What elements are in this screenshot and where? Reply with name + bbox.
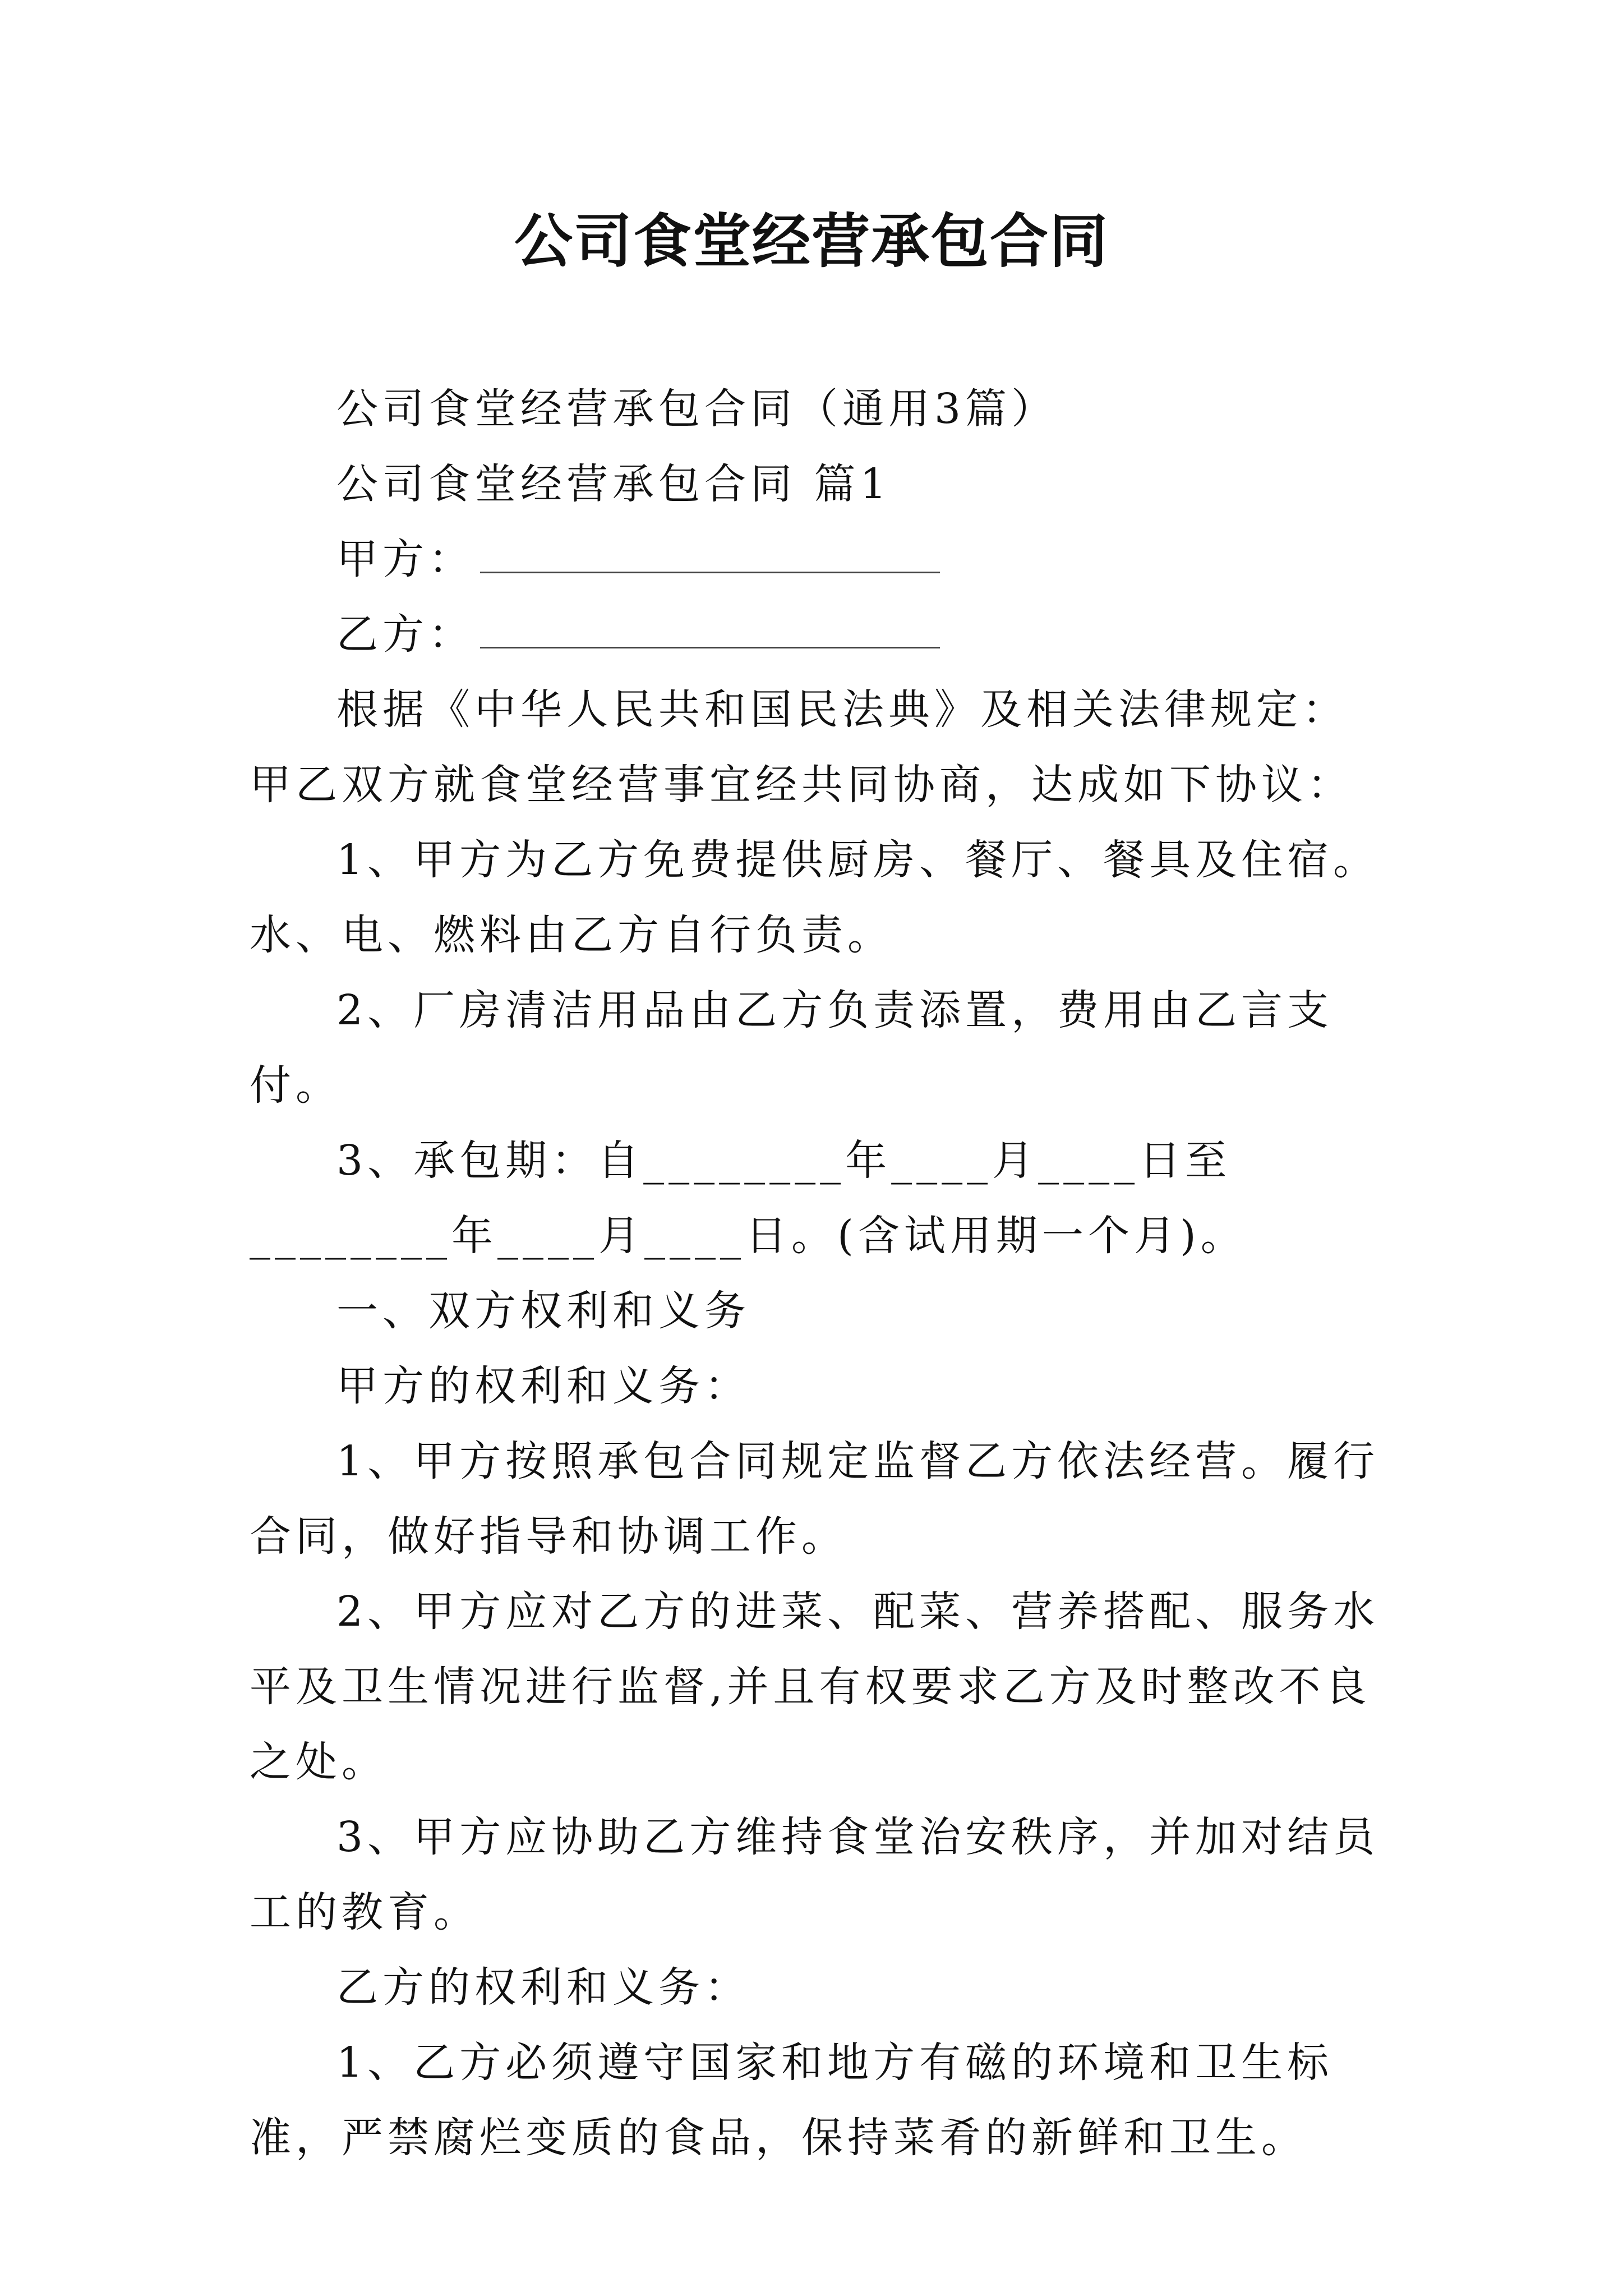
clause-1: 1、甲方为乙方免费提供厨房、餐厅、餐具及住宿。水、电、燃料由乙方自行负责。 [250, 836, 1380, 959]
subtitle-paragraph: 公司食堂经营承包合同（通用3篇） [336, 385, 1058, 433]
clause-3-term: 3、承包期：自________年____月____日至________年____月____日。(含试用期一个月)。 [250, 1137, 1247, 1260]
party-b-blank [480, 606, 940, 648]
clause-2: 2、厂房清洁用品由乙方负责添置，费用由乙言支付。 [250, 986, 1334, 1110]
party-b-label: 乙方： [336, 610, 474, 659]
document-body [250, 371, 1388, 2175]
party-a-right-1: 1、甲方按照承包合同规定监督乙方依法经营。履行合同，做好指导和协调工作。 [250, 1437, 1380, 1561]
party-a-right-2: 2、甲方应对乙方的进菜、配菜、营养搭配、服务水平及卫生情况进行监督,并且有权要求乙方及时整改不良之处。 [250, 1588, 1380, 1786]
party-a-rights-heading: 甲方的权利和义务： [336, 1362, 750, 1410]
party-b-right-1: 1、乙方必须遵守国家和地方有磁的环境和卫生标准，严禁腐烂变质的食品，保持菜肴的新鲜和卫生。 [250, 2039, 1334, 2162]
party-b-rights-heading: 乙方的权利和义务： [336, 1963, 750, 2012]
party-a-label: 甲方： [336, 535, 474, 583]
section-heading: 公司食堂经营承包合同 篇1 [336, 460, 891, 508]
document-title: 公司食堂经营承包合同 [514, 206, 1109, 275]
party-b-line [250, 597, 1388, 672]
party-a-blank [480, 531, 940, 573]
preamble-paragraph: 根据《中华人民共和国民法典》及相关法律规定：甲乙双方就食堂经营事宜经共同协商，达成如下协议： [250, 685, 1353, 809]
party-a-right-3: 3、甲方应协助乙方维持食堂治安秩序，并加对结员工的教育。 [250, 1813, 1380, 1936]
party-a-line [250, 522, 1388, 597]
rights-heading: 一、双方权利和义务 [336, 1287, 750, 1335]
